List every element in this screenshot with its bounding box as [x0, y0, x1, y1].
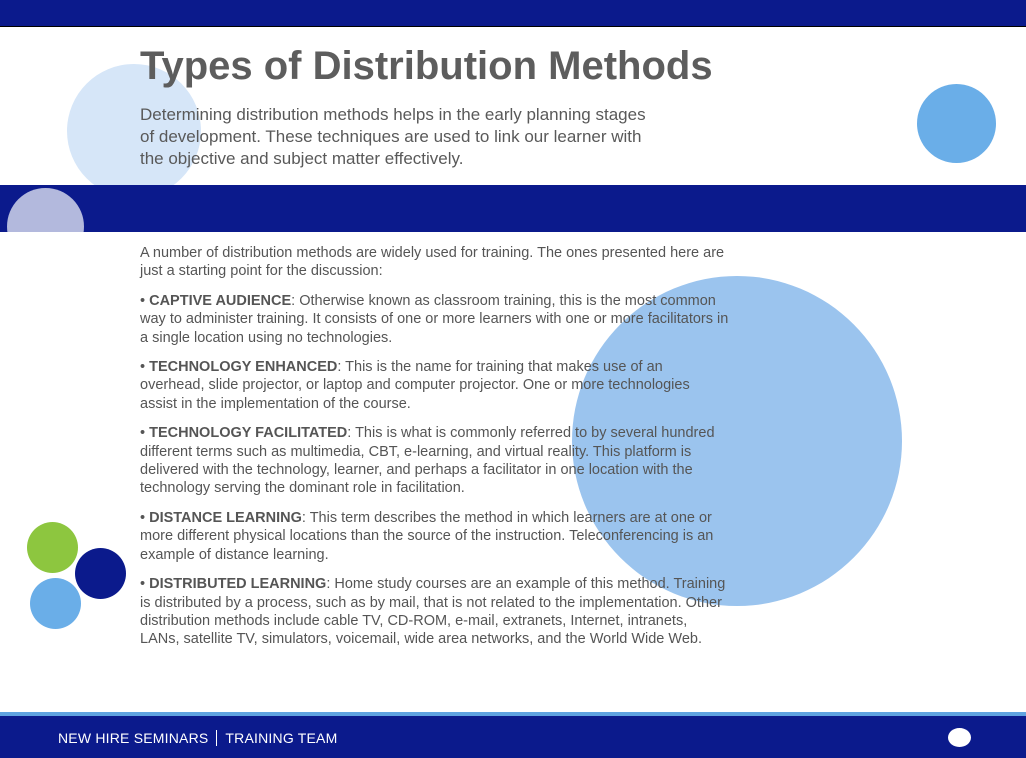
bullet-marker: • — [140, 359, 150, 376]
header-band — [0, 185, 1026, 232]
method-technology-enhanced — [140, 358, 730, 413]
method-term: DISTRIBUTED LEARNING — [149, 576, 327, 593]
method-term: TECHNOLOGY ENHANCED — [149, 359, 338, 376]
method-description: : Otherwise known as classroom training, this is the most common way to administer training. It consists of one or more learners with one or more facilitators in a single location using no technologies. — [140, 292, 729, 346]
footer-label — [58, 730, 337, 746]
footer-left-label: NEW HIRE SEMINARS — [58, 730, 209, 746]
method-captive-audience — [140, 292, 730, 347]
slide-body — [140, 244, 730, 660]
top-bar — [0, 0, 1026, 27]
intro-paragraph: A number of distribution methods are widely used for training. The ones presented here are just a starting point for the discussion: — [140, 245, 725, 280]
decorative-circle-navy — [75, 548, 126, 599]
method-technology-facilitated — [140, 424, 730, 498]
bullet-marker: • — [140, 425, 150, 442]
slide-subtitle: Determining distribution methods helps in the early planning stages of development. These techniques are used to link our learner with the objective and subject matter effectively. — [140, 105, 646, 168]
bullet-marker: • — [140, 509, 150, 526]
method-distance-learning — [140, 509, 730, 564]
footer-divider — [216, 730, 217, 746]
method-description: : Home study courses are an example of this method. Training is distributed by a process, such as by mail, that is not related to the implementation. Other distribution methods include cable TV, CD-ROM, e-mail, extranets, Internet, intranets, LANs, satellite TV, simulators, voicemail, wide area networks, and the World Wide Web. — [140, 576, 726, 648]
decorative-circle-blue — [917, 84, 996, 163]
method-term: CAPTIVE AUDIENCE — [149, 292, 292, 309]
slide-title: Types of Distribution Methods — [140, 44, 713, 88]
footer-dot-icon — [948, 728, 971, 747]
decorative-circle-sky-blue — [30, 578, 81, 629]
method-term: TECHNOLOGY FACILITATED — [149, 425, 348, 442]
circle-mask — [0, 232, 100, 272]
method-description: : This is what is commonly referred to by several hundred different terms such as multimedia, CBT, e-learning, and virtual reality. This platform is delivered with the technology, learner, and perhaps a facilitator in one location with the technology serving the dominant role in facilitation. — [140, 425, 715, 497]
method-term: DISTANCE LEARNING — [149, 509, 302, 526]
method-distributed-learning — [140, 575, 730, 649]
method-description: : This is the name for training that makes use of an overhead, slide projector, or laptop and computer projector. One or more technologies assist in the implementation of the course. — [140, 359, 690, 412]
bullet-marker: • — [140, 576, 150, 593]
method-description: : This term describes the method in which learners are at one or more different physical locations than the source of the instruction. Teleconferencing is an example of distance learning. — [140, 509, 714, 563]
footer-right-label: TRAINING TEAM — [225, 730, 338, 746]
decorative-circle-green — [27, 522, 78, 573]
bullet-marker: • — [140, 292, 150, 309]
